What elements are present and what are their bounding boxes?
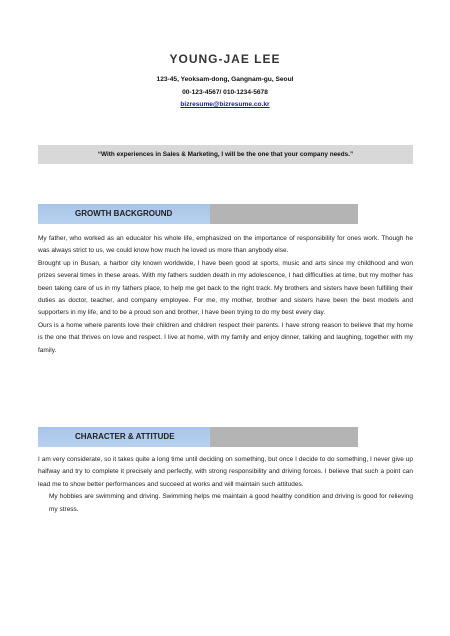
character-paragraph: I am very considerate, so it takes quite a long time until deciding on something, but once I decide to do something, I never give up halfway and try to complete it precisely and perfectly, with strong responsibility and driving forces. I believe that such a point can lead me to show better performances and succeed at works and will maintain such attitudes.: [38, 456, 413, 488]
header-accent-gray: [210, 427, 358, 447]
address-line: 123-45, Yeoksam-dong, Gangnam-gu, Seoul: [156, 76, 294, 83]
character-section-header: [38, 427, 358, 447]
character-section-title: CHARACTER & ATTITUDE: [75, 432, 175, 441]
growth-paragraph: Ours is a home where parents love their children and children respect their parents. I have strong reason to believe that my home is the one that thrives on love and respect. I live at home, with my family and enjoy dinner, talking and laughing, together with my family.: [38, 321, 413, 354]
phone-line: 00-123-4567/ 010-1234-5678: [182, 89, 268, 96]
growth-section-body: [38, 233, 413, 357]
character-section-body: [38, 454, 413, 516]
character-paragraph: My hobbies are swimming and driving. Swimming helps me maintain a good healthy condition and driving is good for relieving my stress.: [49, 493, 413, 513]
quote-banner: [38, 145, 413, 164]
email-link[interactable]: bizresume@bizresume.co.kr: [180, 101, 270, 108]
growth-paragraph: My father, who worked as an educator his whole life, emphasized on the importance of responsibility for ones work. Though he was always strict to us, we could know how much he loved us more than anybody else.: [38, 235, 413, 255]
growth-section-header: [38, 204, 358, 224]
applicant-name: YOUNG-JAE LEE: [169, 52, 281, 66]
growth-paragraph: Brought up in Busan, a harbor city known worldwide, I have been good at sports, music and arts since my childhood and won prizes several times in these areas. With my fathers sudden death in my adolescence, I had difficulties at time, but my mother has been taking care of us in my fathers place, to help me get back to the right track. My brothers and sisters have been fulfilling their duties as doctor, teacher, and company employee. For me, my mother, brother and sisters have been the best models and supporters in my life, and to be a proud son and brother, I have been trying to do my best every day.: [38, 259, 413, 317]
growth-section-title: GROWTH BACKGROUND: [75, 209, 173, 218]
header-accent-gray: [210, 204, 358, 224]
quote-text: “With experiences in Sales & Marketing, I will be the one that your company needs.”: [97, 151, 354, 158]
